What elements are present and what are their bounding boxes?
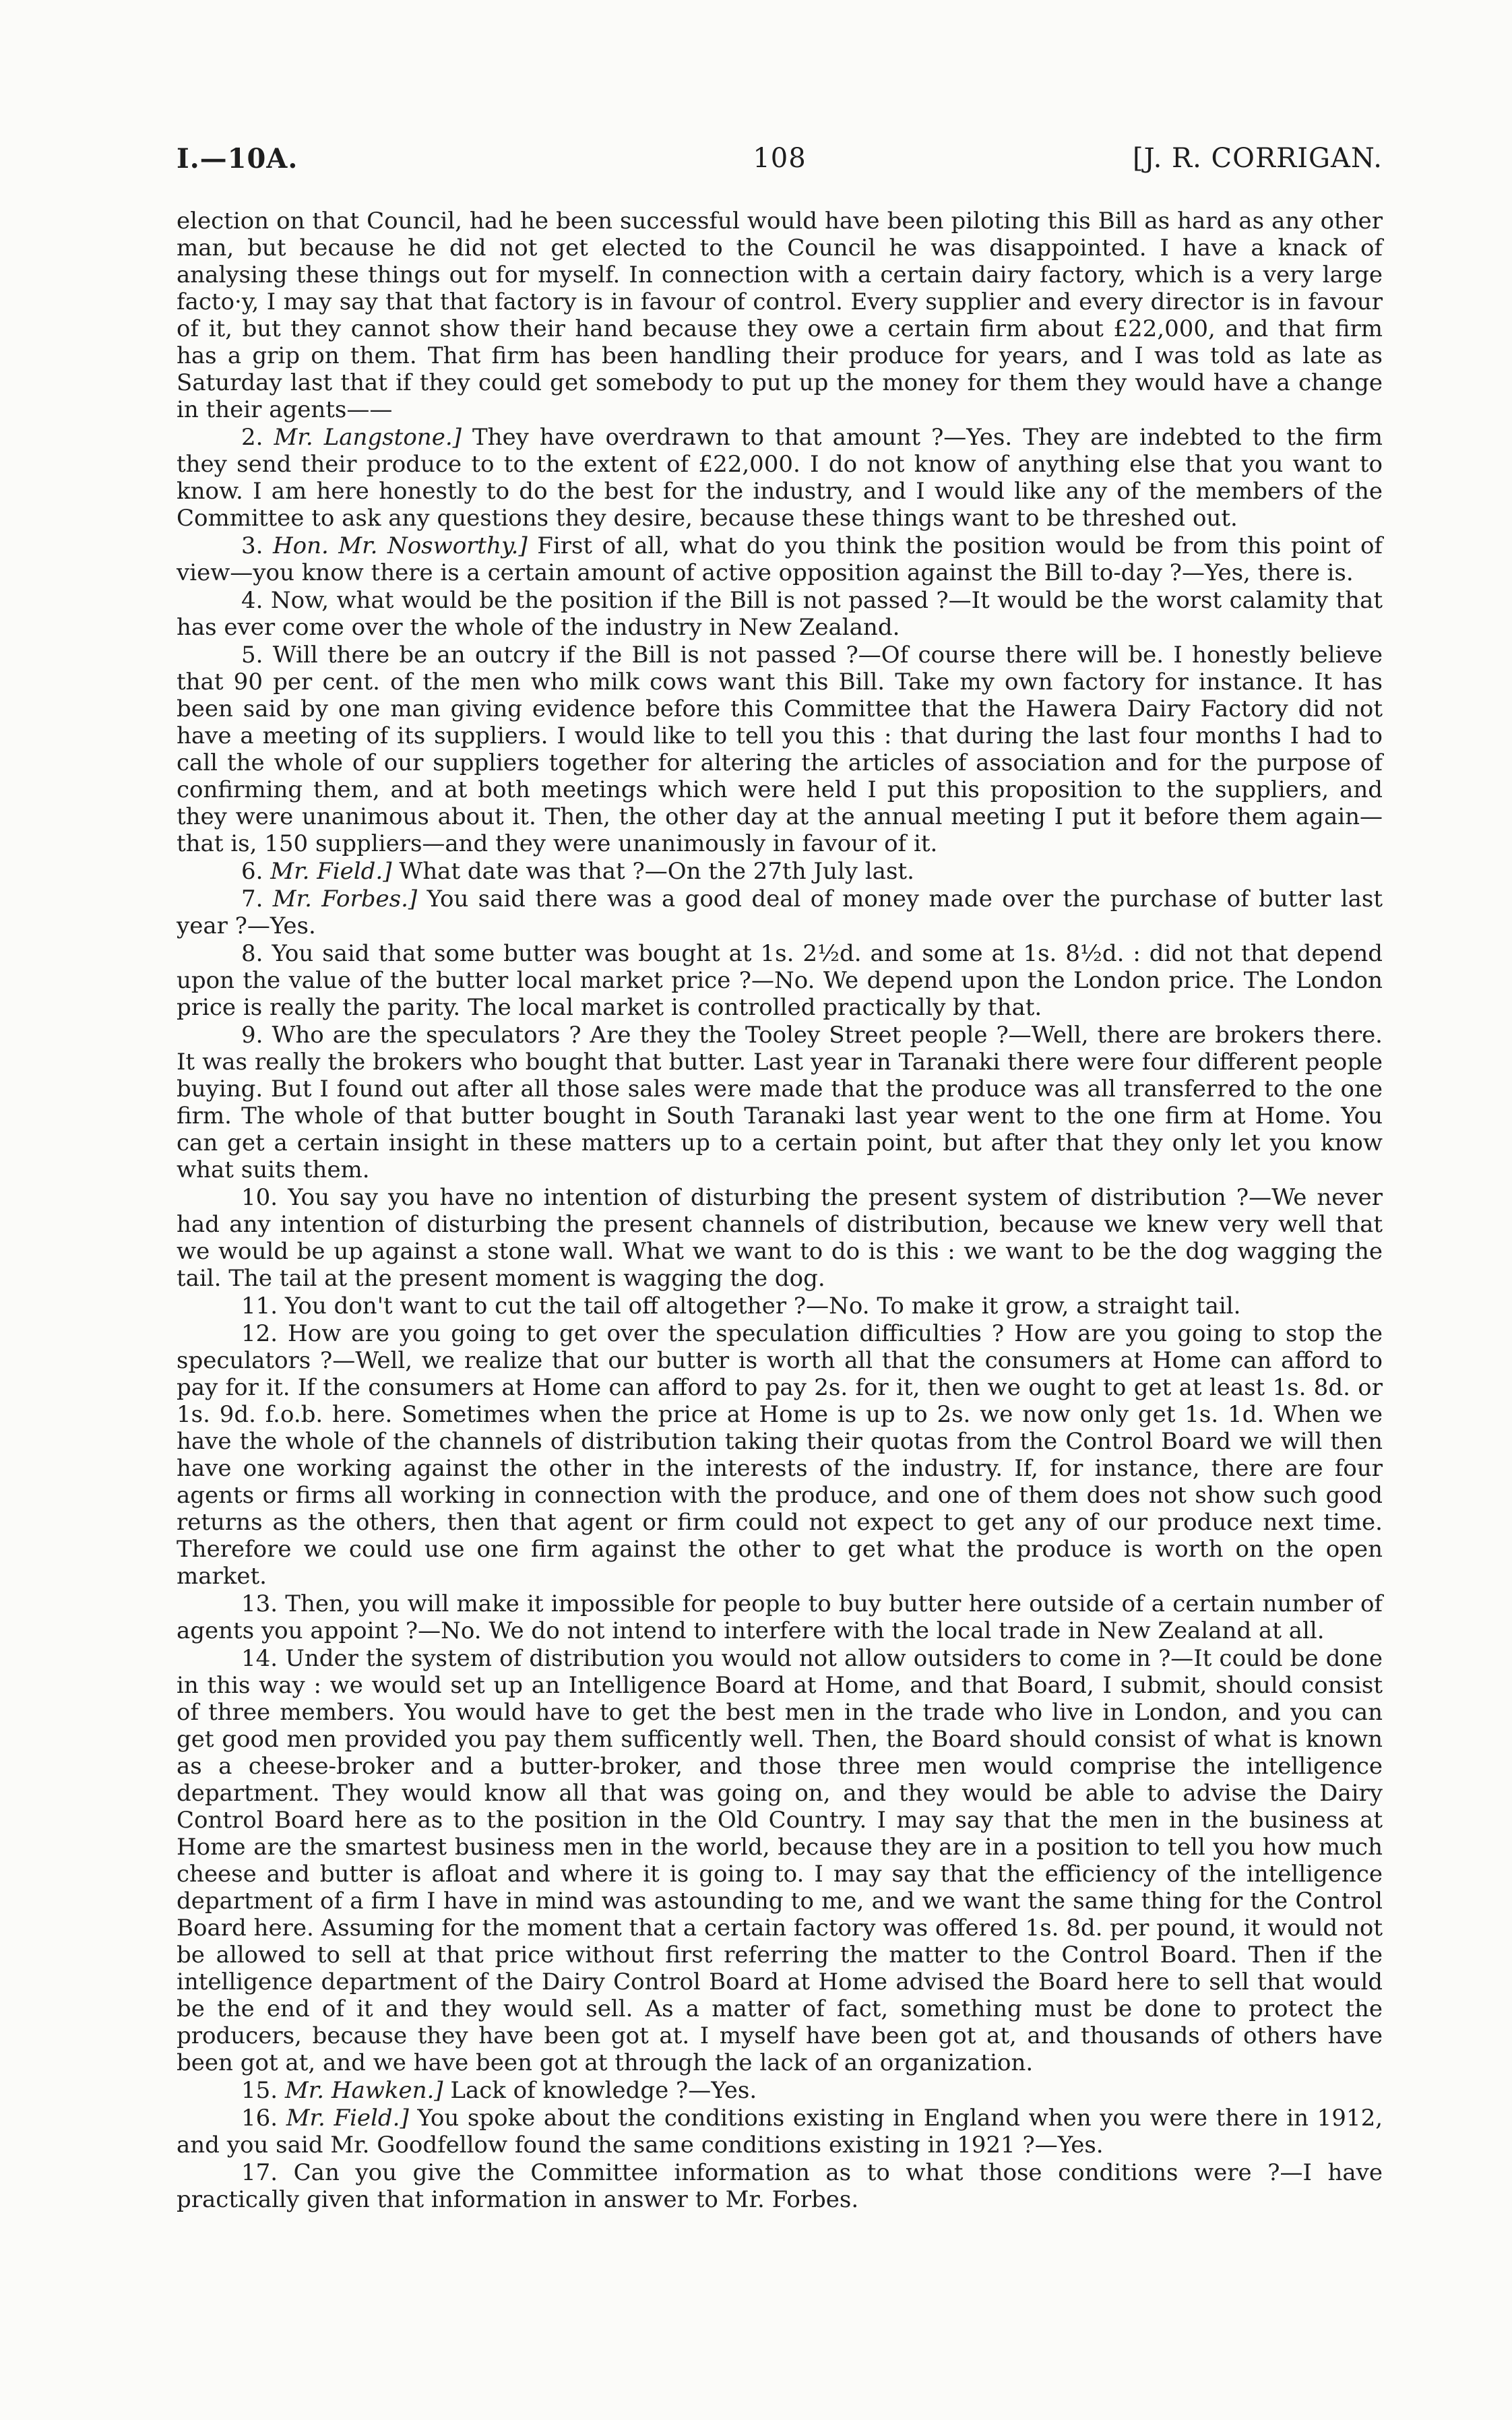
question-paragraph — [177, 642, 1383, 857]
question-paragraph — [177, 1590, 1383, 1644]
question-text: How are you going to get over the speculation difficulties ? How are you going to stop the speculators ?—Well, we realize that our butter is worth all that the consumers at Home can afford to pay for it. If the consumers at Home can afford to pay 2s. for it, then we ought to get at least 1s. 8d. or 1s. 9d. f.o.b. here. Sometimes when the price at Home is up to 2s. we now only get 1s. 1d. When we have the whole of the channels of distribution taking their quotas from the Control Board we will then have one working against the other in the interests of the industry. If, for instance, there are four agents or firms all working in connection with the produce, and one of them does not show such good returns as the others, then that agent or firm could not expect to get any of our produce next time. Therefore we could use one firm against the other to get what the produce is worth on the open market. — [177, 1320, 1383, 1590]
question-text: Under the system of distribution you would not allow outsiders to come in ?—It could be done in this way : we would set up an Intelligence Board at Home, and that Board, I submit, should consist of three members. You would have to get the best men in the trade who live in London, and you can get good men provided you pay them sufficently well. Then, the Board should consist of what is known as a cheese-broker and a butter-broker, and those three men would comprise the intelligence department. They would know all that was going on, and they would be able to advise the Dairy Control Board here as to the position in the Old Country. I may say that the men in the business at Home are the smartest business men in the world, because they are in a position to tell you how much cheese and butter is afloat and where it is going to. I may say that the efficiency of the intelligence department of a firm I have in mind was astounding to me, and we want the same thing for the Control Board here. Assuming for the moment that a certain factory was offered 1s. 8d. per pound, it would not be allowed to sell at that price without first referring the matter to the Control Board. Then if the intelligence department of the Dairy Control Board at Home advised the Board here to sell that would be the end of it and they would sell. As a matter of fact, something must be done to protect the producers, because they have been got at. I myself have been got at, and thousands of others have been got at, and we have been got at through the lack of an organization. — [177, 1645, 1383, 2076]
question-paragraph — [177, 2159, 1383, 2213]
question-text: You said that some butter was bought at 1s. 2½d. and some at 1s. 8½d. : did not that depend upon the value of the butter local market price ?—No. We depend upon the London price. The London price is really the parity. The local market is controlled practically by that. — [177, 940, 1383, 1021]
evidence-body — [177, 208, 1383, 2213]
question-number: 6. — [241, 858, 263, 885]
speaker-name: Hon. Mr. Nosworthy.] — [272, 532, 528, 559]
question-text: Now, what would be the position if the Bill is not passed ?—It would be the worst calamity that has ever come over the whole of the industry in New Zealand. — [177, 587, 1383, 641]
witness-name: [J. R. CORRIGAN. — [1133, 143, 1383, 174]
question-number: 16. — [241, 2105, 278, 2132]
speaker-name: Mr. Forbes.] — [272, 886, 418, 912]
question-number: 15. — [241, 2077, 278, 2104]
question-paragraph — [177, 858, 1383, 885]
question-text: You spoke about the conditions existing in England when you were there in 1912, and you said Mr. Goodfellow found the same conditions existing in 1921 ?—Yes. — [177, 2105, 1383, 2159]
question-text: What date was that ?—On the 27th July last. — [391, 858, 914, 885]
question-text: First of all, what do you think the position would be from this point of view—you know there is a certain amount of active opposition against the Bill to-day ?—Yes, there is. — [177, 532, 1383, 586]
speaker-name: Mr. Field.] — [286, 2105, 409, 2132]
question-number: 7. — [241, 886, 263, 912]
question-paragraph — [177, 940, 1383, 1021]
paper-reference: I.—10A. — [177, 143, 298, 175]
question-paragraph — [177, 424, 1383, 532]
question-number: 14. — [241, 1645, 278, 1672]
speaker-name: Mr. Hawken.] — [284, 2077, 443, 2104]
question-paragraph — [177, 1293, 1383, 1320]
question-paragraph — [177, 2077, 1383, 2104]
question-number: 12. — [241, 1320, 278, 1347]
question-paragraph — [177, 1320, 1383, 1590]
question-number: 5. — [241, 642, 263, 669]
question-text: Who are the speculators ? Are they the Tooley Street people ?—Well, there are brokers there. It was really the brokers who bought that butter. Last year in Taranaki there were four different people buying. But I found out after all those sales were made that the produce was all transferred to the one firm. The whole of that butter bought in South Taranaki last year went to the one firm at Home. You can get a certain insight in these matters up to a certain point, but after that they only let you know what suits them. — [177, 1022, 1383, 1183]
question-text: Then, you will make it impossible for people to buy butter here outside of a certain number of agents you appoint ?—No. We do not intend to interfere with the local trade in New Zealand at all. — [177, 1590, 1383, 1644]
question-number: 10. — [241, 1184, 278, 1211]
question-text: They have overdrawn to that amount ?—Yes. They are indebted to the firm they send their produce to to the extent of £22,000. I do not know of anything else that you want to know. I am here honestly to do the best for the industry, and I would like any of the members of the Committee to ask any questions they desire, because these things want to be threshed out. — [177, 424, 1383, 532]
question-number: 9. — [241, 1022, 263, 1049]
speaker-name: Mr. Langstone.] — [274, 424, 462, 451]
opening-paragraph: election on that Council, had he been successful would have been piloting this Bill as hard as any other man, but because he did not get elected to the Council he was disappointed. I have a knack of analysing these things out for myself. In connection with a certain dairy factory, which is a very large facto·y, I may say that that factory is in favour of control. Every supplier and every director is in favour of it, but they cannot show their hand because they owe a certain firm about £22,000, and that firm has a grip on them. That firm has been handling their produce for years, and I was told as late as Saturday last that if they could get somebody to put up the money for them they would have a change in their agents—— — [177, 208, 1383, 423]
question-number: 11. — [241, 1293, 278, 1320]
page-number: 108 — [753, 143, 807, 174]
running-header — [177, 143, 1383, 183]
speaker-name: Mr. Field.] — [270, 858, 392, 885]
question-text: Lack of knowledge ?—Yes. — [443, 2077, 757, 2104]
question-paragraph — [177, 1645, 1383, 2076]
question-paragraph — [177, 532, 1383, 586]
question-paragraph — [177, 587, 1383, 641]
question-number: 8. — [241, 940, 263, 967]
question-text: You don't want to cut the tail off altogether ?—No. To make it grow, a straight tail. — [284, 1293, 1241, 1320]
question-text: Will there be an outcry if the Bill is not passed ?—Of course there will be. I honestly believe that 90 per cent. of the men who milk cows want this Bill. Take my own factory for instance. It has been said by one man giving evidence before this Committee that the Hawera Dairy Factory did not have a meeting of its suppliers. I would like to tell you this : that during the last four months I had to call the whole of our suppliers together for altering the articles of association and for the purpose of confirming them, and at both meetings which were held I put this proposition to the suppliers, and they were unanimous about it. Then, the other day at the annual meeting I put it before them again—that is, 150 suppliers—and they were unanimously in favour of it. — [177, 642, 1383, 857]
question-number: 17. — [241, 2159, 278, 2186]
question-text: You say you have no intention of disturbing the present system of distribution ?—We never had any intention of disturbing the present channels of distribution, because we knew very well that we would be up against a stone wall. What we want to do is this : we want to be the dog wagging the tail. The tail at the present moment is wagging the dog. — [177, 1184, 1383, 1292]
question-number: 13. — [241, 1590, 278, 1617]
question-text: Can you give the Committee information as to what those conditions were ?—I have practically given that information in answer to Mr. Forbes. — [177, 2159, 1383, 2213]
question-number: 3. — [241, 532, 263, 559]
question-paragraph — [177, 1184, 1383, 1292]
question-paragraph — [177, 2105, 1383, 2159]
question-number: 2. — [241, 424, 263, 451]
question-paragraph — [177, 1022, 1383, 1183]
question-paragraph — [177, 886, 1383, 939]
question-text: You said there was a good deal of money made over the purchase of butter last year ?—Yes. — [177, 886, 1383, 939]
question-number: 4. — [241, 587, 263, 614]
